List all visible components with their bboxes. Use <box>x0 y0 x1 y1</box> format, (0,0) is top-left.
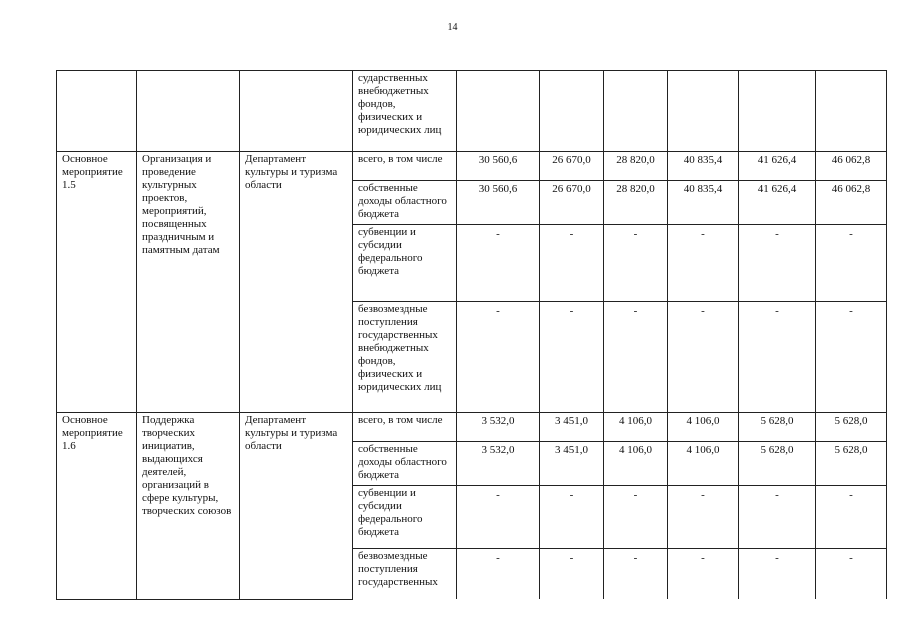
table-row <box>57 71 887 152</box>
value-cell: - <box>739 302 816 413</box>
value-cell: 5 628,0 <box>816 442 887 486</box>
value-cell: 4 106,0 <box>668 442 739 486</box>
value-cell: 4 106,0 <box>604 413 668 442</box>
value-cell: - <box>739 225 816 302</box>
value-cell <box>457 71 540 152</box>
budget-table <box>56 70 887 600</box>
value-cell: 26 670,0 <box>540 181 604 225</box>
value-cell: 5 628,0 <box>739 413 816 442</box>
value-cell: - <box>668 225 739 302</box>
value-cell: 46 062,8 <box>816 152 887 181</box>
value-cell: - <box>540 302 604 413</box>
value-cell: 40 835,4 <box>668 152 739 181</box>
page-number: 14 <box>447 22 458 33</box>
measure-name-cell: Организация и проведение культурных проектов, мероприятий, посвященных праздничным и памятным датам <box>137 152 240 413</box>
funding-source-cell: всего, в том числе <box>353 413 457 442</box>
measure-code-cell <box>57 71 137 152</box>
measure-code-cell: Основное мероприятие 1.6 <box>57 413 137 600</box>
funding-source-cell: всего, в том числе <box>353 152 457 181</box>
value-cell: 4 106,0 <box>604 442 668 486</box>
value-cell: 3 451,0 <box>540 442 604 486</box>
value-cell: - <box>540 549 604 600</box>
value-cell: - <box>604 225 668 302</box>
value-cell: - <box>816 486 887 549</box>
value-cell: 41 626,4 <box>739 181 816 225</box>
value-cell <box>668 71 739 152</box>
value-cell: - <box>668 486 739 549</box>
value-cell: 4 106,0 <box>668 413 739 442</box>
funding-source-cell: сударственных внебюджетных фондов, физических и юридических лиц <box>353 71 457 152</box>
value-cell: - <box>540 225 604 302</box>
funding-source-cell: субвенции и субсидии федерального бюджета <box>353 486 457 549</box>
value-cell: - <box>816 302 887 413</box>
measure-name-cell: Поддержка творческих инициатив, выдающихся деятелей, организаций в сфере культуры, творческих союзов <box>137 413 240 600</box>
value-cell: - <box>816 225 887 302</box>
value-cell: - <box>457 486 540 549</box>
value-cell: - <box>604 549 668 600</box>
table-row <box>57 413 887 442</box>
value-cell: 3 532,0 <box>457 442 540 486</box>
value-cell: - <box>668 302 739 413</box>
executor-cell: Департамент культуры и туризма области <box>240 152 353 413</box>
value-cell <box>816 71 887 152</box>
executor-cell <box>240 71 353 152</box>
value-cell: 30 560,6 <box>457 181 540 225</box>
value-cell: 28 820,0 <box>604 152 668 181</box>
value-cell: - <box>739 549 816 600</box>
value-cell: 3 451,0 <box>540 413 604 442</box>
value-cell: 5 628,0 <box>739 442 816 486</box>
value-cell: - <box>457 225 540 302</box>
value-cell: - <box>540 486 604 549</box>
funding-source-cell: собственные доходы областного бюджета <box>353 442 457 486</box>
executor-cell: Департамент культуры и туризма области <box>240 413 353 600</box>
funding-source-cell: безвозмездные поступления государственных <box>353 549 457 600</box>
value-cell: - <box>604 486 668 549</box>
funding-source-cell: собственные доходы областного бюджета <box>353 181 457 225</box>
value-cell: - <box>739 486 816 549</box>
measure-code-cell: Основное мероприятие 1.5 <box>57 152 137 413</box>
value-cell: 40 835,4 <box>668 181 739 225</box>
value-cell: 41 626,4 <box>739 152 816 181</box>
value-cell: 26 670,0 <box>540 152 604 181</box>
value-cell <box>739 71 816 152</box>
value-cell: - <box>816 549 887 600</box>
value-cell <box>540 71 604 152</box>
value-cell: - <box>604 302 668 413</box>
value-cell <box>604 71 668 152</box>
funding-source-cell: субвенции и субсидии федерального бюджета <box>353 225 457 302</box>
value-cell: 28 820,0 <box>604 181 668 225</box>
value-cell: 30 560,6 <box>457 152 540 181</box>
value-cell: - <box>457 549 540 600</box>
value-cell: 46 062,8 <box>816 181 887 225</box>
funding-source-cell: безвозмездные поступления государственных внебюджетных фондов, физических и юридических лиц <box>353 302 457 413</box>
measure-name-cell <box>137 71 240 152</box>
table-row <box>57 152 887 181</box>
value-cell: 3 532,0 <box>457 413 540 442</box>
value-cell: - <box>668 549 739 600</box>
value-cell: - <box>457 302 540 413</box>
value-cell: 5 628,0 <box>816 413 887 442</box>
